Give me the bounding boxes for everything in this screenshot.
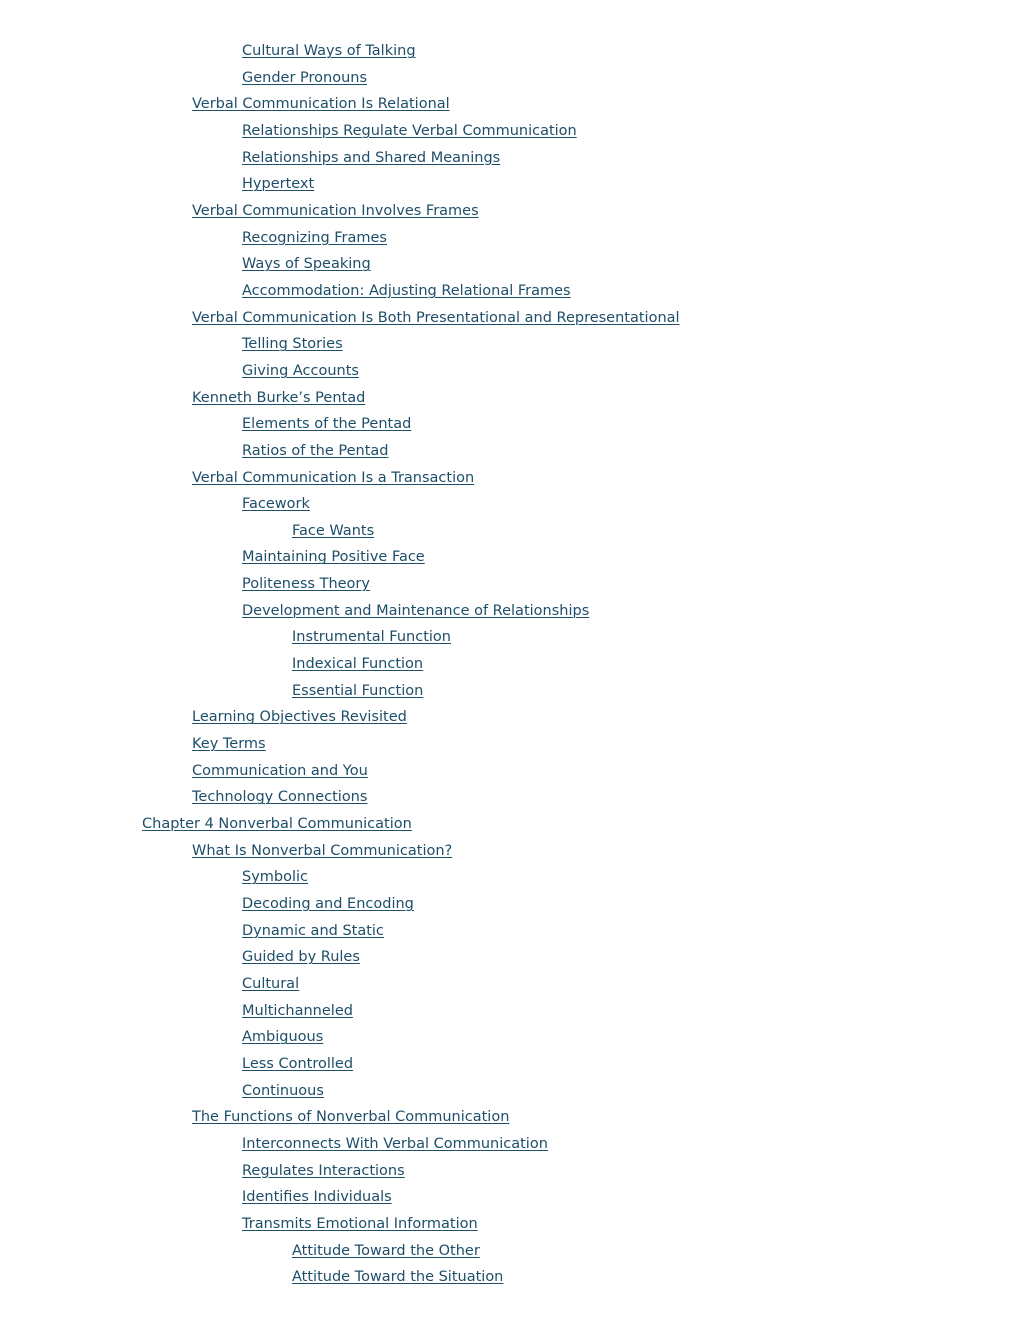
toc-link[interactable]: Ratios of the Pentad <box>242 442 389 459</box>
toc-link[interactable]: Verbal Communication Involves Frames <box>192 202 479 219</box>
toc-entry <box>0 760 680 787</box>
toc-entry <box>0 493 680 520</box>
toc-link[interactable]: Attitude Toward the Other <box>292 1242 480 1259</box>
toc-link[interactable]: Essential Function <box>292 682 424 699</box>
toc-entry <box>0 467 680 494</box>
toc-entry <box>0 387 680 414</box>
toc-link[interactable]: Kenneth Burke’s Pentad <box>192 389 366 406</box>
toc-entry <box>0 813 680 840</box>
toc-entry <box>0 1026 680 1053</box>
toc-entry <box>0 520 680 547</box>
toc-link[interactable]: Verbal Communication Is Relational <box>192 96 450 113</box>
toc-link[interactable]: Regulates Interactions <box>242 1162 405 1179</box>
toc-entry <box>0 573 680 600</box>
toc-entry <box>0 333 680 360</box>
toc-entry <box>0 67 680 94</box>
toc-entry <box>0 93 680 120</box>
toc-entry <box>0 147 680 174</box>
toc-link[interactable]: Gender Pronouns <box>242 69 368 86</box>
toc-link[interactable]: Politeness Theory <box>242 576 370 593</box>
toc-entry <box>0 1133 680 1160</box>
toc-entry <box>0 786 680 813</box>
toc-entry <box>0 200 680 227</box>
toc-link[interactable]: Communication and You <box>192 762 368 779</box>
toc-entry <box>0 1080 680 1107</box>
toc-entry <box>0 120 680 147</box>
toc-entry <box>0 893 680 920</box>
toc-entry <box>0 1240 680 1267</box>
toc-link[interactable]: Interconnects With Verbal Communication <box>242 1135 548 1152</box>
toc-entry <box>0 946 680 973</box>
toc-link[interactable]: Continuous <box>242 1082 324 1099</box>
toc-entry <box>0 227 680 254</box>
toc-link[interactable]: Ways of Speaking <box>242 256 371 273</box>
toc-link[interactable]: Identifies Individuals <box>242 1189 392 1206</box>
toc-entry <box>0 1160 680 1187</box>
toc-entry <box>0 360 680 387</box>
toc-entry <box>0 973 680 1000</box>
toc-link[interactable]: Learning Objectives Revisited <box>192 709 407 726</box>
table-of-contents <box>0 40 680 1293</box>
toc-entry <box>0 866 680 893</box>
toc-link[interactable]: Giving Accounts <box>242 362 359 379</box>
toc-link[interactable]: Attitude Toward the Situation <box>292 1269 504 1286</box>
toc-link[interactable]: Guided by Rules <box>242 949 360 966</box>
toc-entry <box>0 1266 680 1293</box>
toc-link[interactable]: Facework <box>242 496 310 513</box>
toc-link[interactable]: The Functions of Nonverbal Communication <box>192 1109 510 1126</box>
toc-link[interactable]: Instrumental Function <box>292 629 451 646</box>
toc-link[interactable]: Face Wants <box>292 522 375 539</box>
toc-link[interactable]: What Is Nonverbal Communication? <box>192 842 453 859</box>
toc-entry <box>0 1053 680 1080</box>
toc-link[interactable]: Accommodation: Adjusting Relational Frames <box>242 282 571 299</box>
toc-entry <box>0 680 680 707</box>
toc-entry <box>0 626 680 653</box>
toc-link[interactable]: Verbal Communication Is Both Presentational and Representational <box>192 309 680 326</box>
toc-entry <box>0 1000 680 1027</box>
toc-link[interactable]: Less Controlled <box>242 1055 354 1072</box>
toc-link[interactable]: Chapter 4 Nonverbal Communication <box>142 816 412 833</box>
toc-entry <box>0 307 680 334</box>
toc-entry <box>0 280 680 307</box>
toc-link[interactable]: Symbolic <box>242 869 309 886</box>
toc-link[interactable]: Decoding and Encoding <box>242 896 414 912</box>
toc-entry <box>0 600 680 627</box>
toc-link[interactable]: Development and Maintenance of Relationships <box>242 602 590 619</box>
toc-entry <box>0 1106 680 1133</box>
toc-link[interactable]: Elements of the Pentad <box>242 416 412 433</box>
toc-entry <box>0 920 680 947</box>
toc-entry <box>0 173 680 200</box>
toc-link[interactable]: Relationships and Shared Meanings <box>242 149 501 166</box>
toc-entry <box>0 706 680 733</box>
toc-link[interactable]: Key Terms <box>192 736 266 753</box>
toc-entry <box>0 733 680 760</box>
toc-entry <box>0 840 680 867</box>
toc-link[interactable]: Dynamic and Static <box>242 922 384 939</box>
toc-link[interactable]: Recognizing Frames <box>242 229 387 246</box>
toc-entry <box>0 546 680 573</box>
toc-link[interactable]: Cultural Ways of Talking <box>242 43 416 59</box>
toc-entry <box>0 253 680 280</box>
toc-entry <box>0 1213 680 1240</box>
toc-link[interactable]: Indexical Function <box>292 656 424 673</box>
toc-link[interactable]: Telling Stories <box>242 336 343 353</box>
toc-entry <box>0 40 680 67</box>
toc-link[interactable]: Cultural <box>242 975 300 992</box>
toc-entry <box>0 653 680 680</box>
toc-link[interactable]: Hypertext <box>242 176 315 193</box>
toc-link[interactable]: Transmits Emotional Information <box>242 1215 478 1232</box>
toc-link[interactable]: Maintaining Positive Face <box>242 549 425 566</box>
toc-link[interactable]: Relationships Regulate Verbal Communication <box>242 122 577 139</box>
toc-entry <box>0 440 680 467</box>
toc-entry <box>0 1186 680 1213</box>
toc-link[interactable]: Ambiguous <box>242 1029 324 1046</box>
toc-entry <box>0 413 680 440</box>
toc-link[interactable]: Technology Connections <box>192 789 368 806</box>
toc-link[interactable]: Multichanneled <box>242 1002 353 1019</box>
toc-link[interactable]: Verbal Communication Is a Transaction <box>192 469 475 486</box>
